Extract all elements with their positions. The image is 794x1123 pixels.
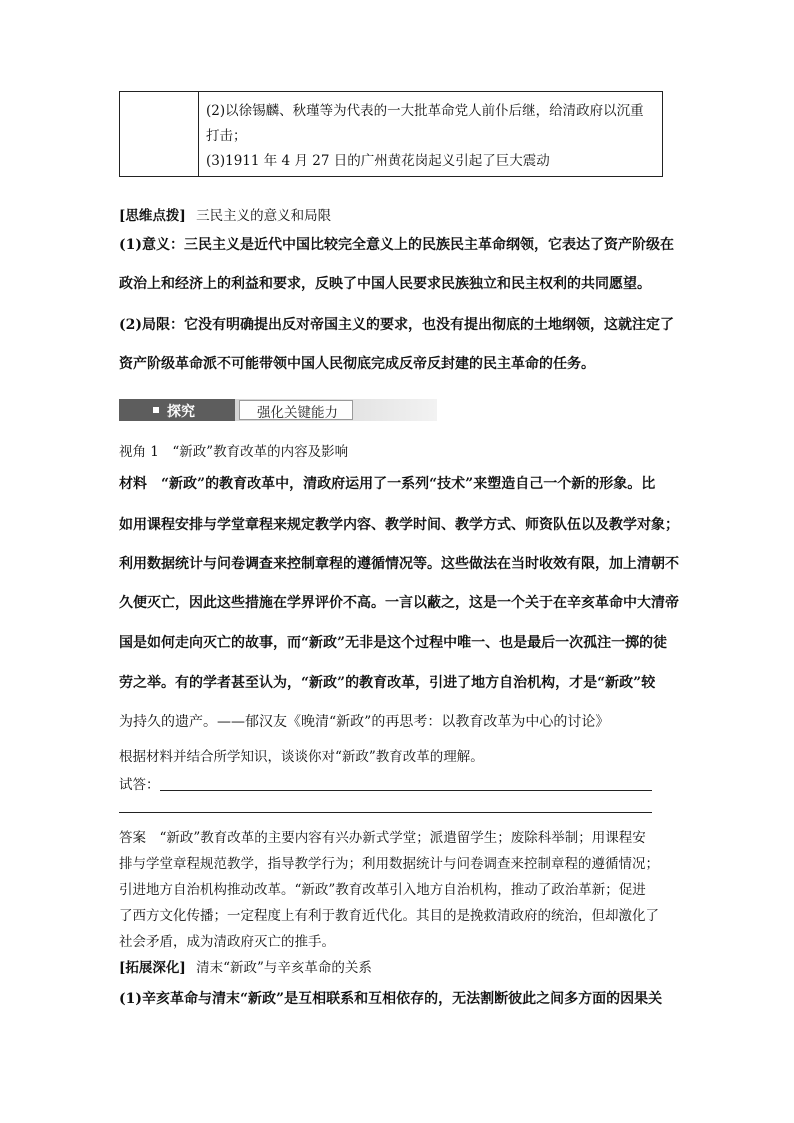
answer-prompt: 试答： — [119, 777, 160, 793]
table-label-cell — [120, 92, 199, 176]
banner-subtitle: 强化关键能力 — [257, 405, 338, 421]
thinking-line: 资产阶级革命派不可能带领中国人民彻底完成反帝反封建的民主革命的任务。 — [119, 356, 595, 372]
perspective-title: 视角 1 “新政”教育改革的内容及影响 — [119, 444, 349, 460]
table-content-cell — [206, 99, 658, 174]
thinking-line: (1)意义：三民主义是近代中国比较完全意义上的民族民主革命纲领，它表达了资产阶级在 — [119, 237, 674, 253]
material-line: 利用数据统计与问卷调查来控制章程的遵循情况等。这些做法在当时收效有限，加上清朝不 — [119, 556, 679, 572]
extension-tag: [拓展深化] — [119, 960, 186, 976]
thinking-heading — [119, 204, 331, 224]
banner-label: 探究 — [167, 404, 195, 420]
extension-title: 清末“新政”与辛亥革命的关系 — [196, 960, 372, 976]
question-text: 根据材料并结合所学知识，谈谈你对“新政”教育改革的理解。 — [119, 749, 484, 765]
material-line: 劳之举。有的学者甚至认为，“新政”的教育改革，引进了地方自治机构，才是“新政”较 — [119, 675, 656, 691]
answer-line-text: 答案 “新政”教育改革的主要内容有兴办新式学堂；派遣留学生；废除科举制；用课程安 — [119, 830, 646, 846]
answer-line[interactable] — [160, 790, 652, 791]
content-table — [119, 91, 663, 177]
material-line: 如用课程安排与学堂章程来规定教学内容、教学时间、教学方式、师资队伍以及教学对象； — [119, 517, 679, 533]
answer-line-text: 排与学堂章程规范教学，指导教学行为；利用数据统计与问卷调查来控制章程的遵循情况； — [119, 856, 659, 872]
answer-line-text: 社会矛盾，成为清政府灭亡的推手。 — [119, 934, 335, 950]
table-line: (2)以徐锡麟、秋瑾等为代表的一大批革命党人前仆后继，给清政府以沉重 — [206, 103, 644, 119]
thinking-line: 政治上和经济上的利益和要求，反映了中国人民要求民族独立和民主权利的共同愿望。 — [119, 276, 651, 292]
answer-line-text: 引进地方自治机构推动改革。“新政”教育改革引入地方自治机构，推动了政治革新；促进 — [119, 882, 646, 898]
table-line: (3)1911 年 4 月 27 日的广州黄花岗起义引起了巨大震动 — [206, 153, 550, 169]
extension-heading — [119, 956, 372, 976]
material-line: 材料 “新政”的教育改革中，清政府运用了一系列“技术”来塑造自己一个新的形象。比 — [119, 476, 656, 492]
thinking-tag: [思维点拨] — [119, 208, 186, 224]
material-line: 为持久的遗产。——郁汉友《晚清“新政”的再思考：以教育改革为中心的讨论》 — [119, 714, 610, 730]
thinking-line: (2)局限：它没有明确提出反对帝国主义的要求，也没有提出彻底的土地纲领，这就注定了 — [119, 317, 674, 333]
square-bullet-icon — [153, 407, 159, 413]
table-line: 打击； — [206, 128, 247, 144]
section-banner — [119, 399, 437, 421]
extension-line: (1)辛亥革命与清末“新政”是互相联系和互相依存的，无法割断彼此之间多方面的因果关 — [119, 991, 663, 1007]
material-line: 国是如何走向灭亡的故事，而“新政”无非是这个过程中唯一、也是最后一次孤注一掷的徒 — [119, 635, 668, 651]
thinking-title: 三民主义的意义和局限 — [196, 208, 332, 224]
answer-line[interactable] — [119, 812, 652, 813]
answer-line-text: 了西方文化传播；一定程度上有利于教育近代化。其目的是挽救清政府的统治，但却激化了 — [119, 908, 659, 924]
material-line: 久便灭亡，因此这些措施在学界评价不高。一言以蔽之，这是一个关于在辛亥革命中大清帝 — [119, 595, 679, 611]
